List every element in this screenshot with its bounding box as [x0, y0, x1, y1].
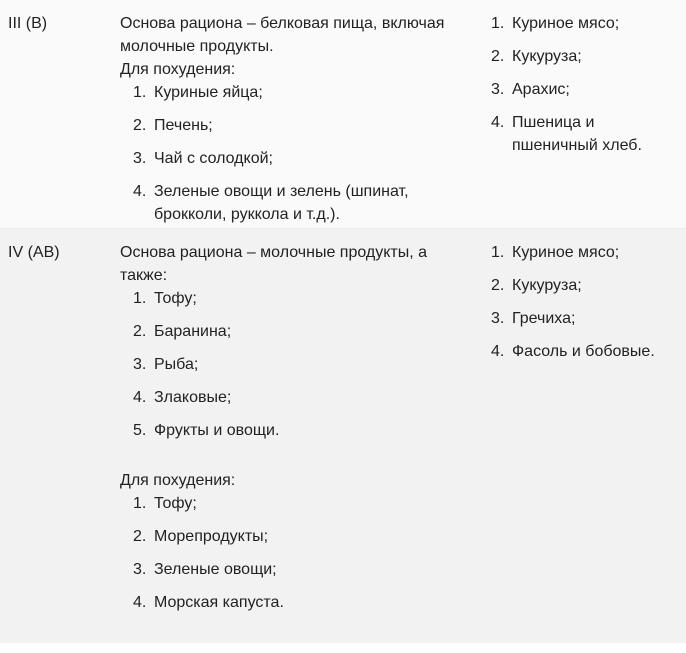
- list-item: 2. Баранина;: [133, 323, 232, 340]
- list-item: 3. Гречиха;: [491, 310, 576, 327]
- list-item: 2. Печень;: [133, 117, 213, 134]
- list-item: 5. Фрукты и овощи.: [133, 422, 280, 439]
- diet-cell: [120, 241, 472, 614]
- diet-intro: Основа рациона – белковая пища, включая молочные продукты.: [120, 15, 445, 55]
- list-item: 3. Рыба;: [133, 356, 199, 373]
- table-row: [0, 228, 686, 643]
- table-row: [0, 0, 686, 228]
- list-item: 3. Арахис;: [491, 81, 570, 98]
- list-item: 1. Тофу;: [133, 495, 197, 512]
- list-item: 4. Зеленые овощи и зелень (шпинат, брокколи, руккола и т.д.).: [133, 183, 409, 223]
- list-item: 4. Фасоль и бобовые.: [491, 343, 655, 360]
- list-item: 4. Пшеница и пшеничный хлеб.: [491, 114, 642, 154]
- avoid-cell: [491, 241, 681, 373]
- list-item: 2. Кукуруза;: [491, 48, 582, 65]
- list-item: 4. Злаковые;: [133, 389, 232, 406]
- blood-group-label: III (B): [8, 15, 48, 32]
- list-item: 1. Куриное мясо;: [491, 15, 620, 32]
- weight-loss-label: Для похудения:: [120, 61, 236, 78]
- list-item: 1. Куриное мясо;: [491, 244, 620, 261]
- diet-cell: [120, 12, 472, 226]
- list-item: 3. Зеленые овощи;: [133, 561, 277, 578]
- blood-group-label: IV (AB): [8, 244, 60, 261]
- diet-list: [120, 287, 472, 442]
- diet-intro: Основа рациона – молочные продукты, а также:: [120, 244, 428, 284]
- weight-loss-list: [120, 81, 472, 226]
- avoid-cell: [491, 12, 681, 167]
- avoid-list: [491, 12, 681, 157]
- avoid-list: [491, 241, 681, 363]
- weight-loss-list: [120, 492, 472, 614]
- list-item: 1. Куриные яйца;: [133, 84, 263, 101]
- blood-group-cell: [8, 241, 108, 264]
- list-item: 4. Морская капуста.: [133, 594, 284, 611]
- blood-group-cell: [8, 12, 108, 35]
- list-item: 2. Морепродукты;: [133, 528, 269, 545]
- list-item: 1. Тофу;: [133, 290, 197, 307]
- weight-loss-label: Для похудения:: [120, 472, 236, 489]
- list-item: 3. Чай с солодкой;: [133, 150, 273, 167]
- list-item: 2. Кукуруза;: [491, 277, 582, 294]
